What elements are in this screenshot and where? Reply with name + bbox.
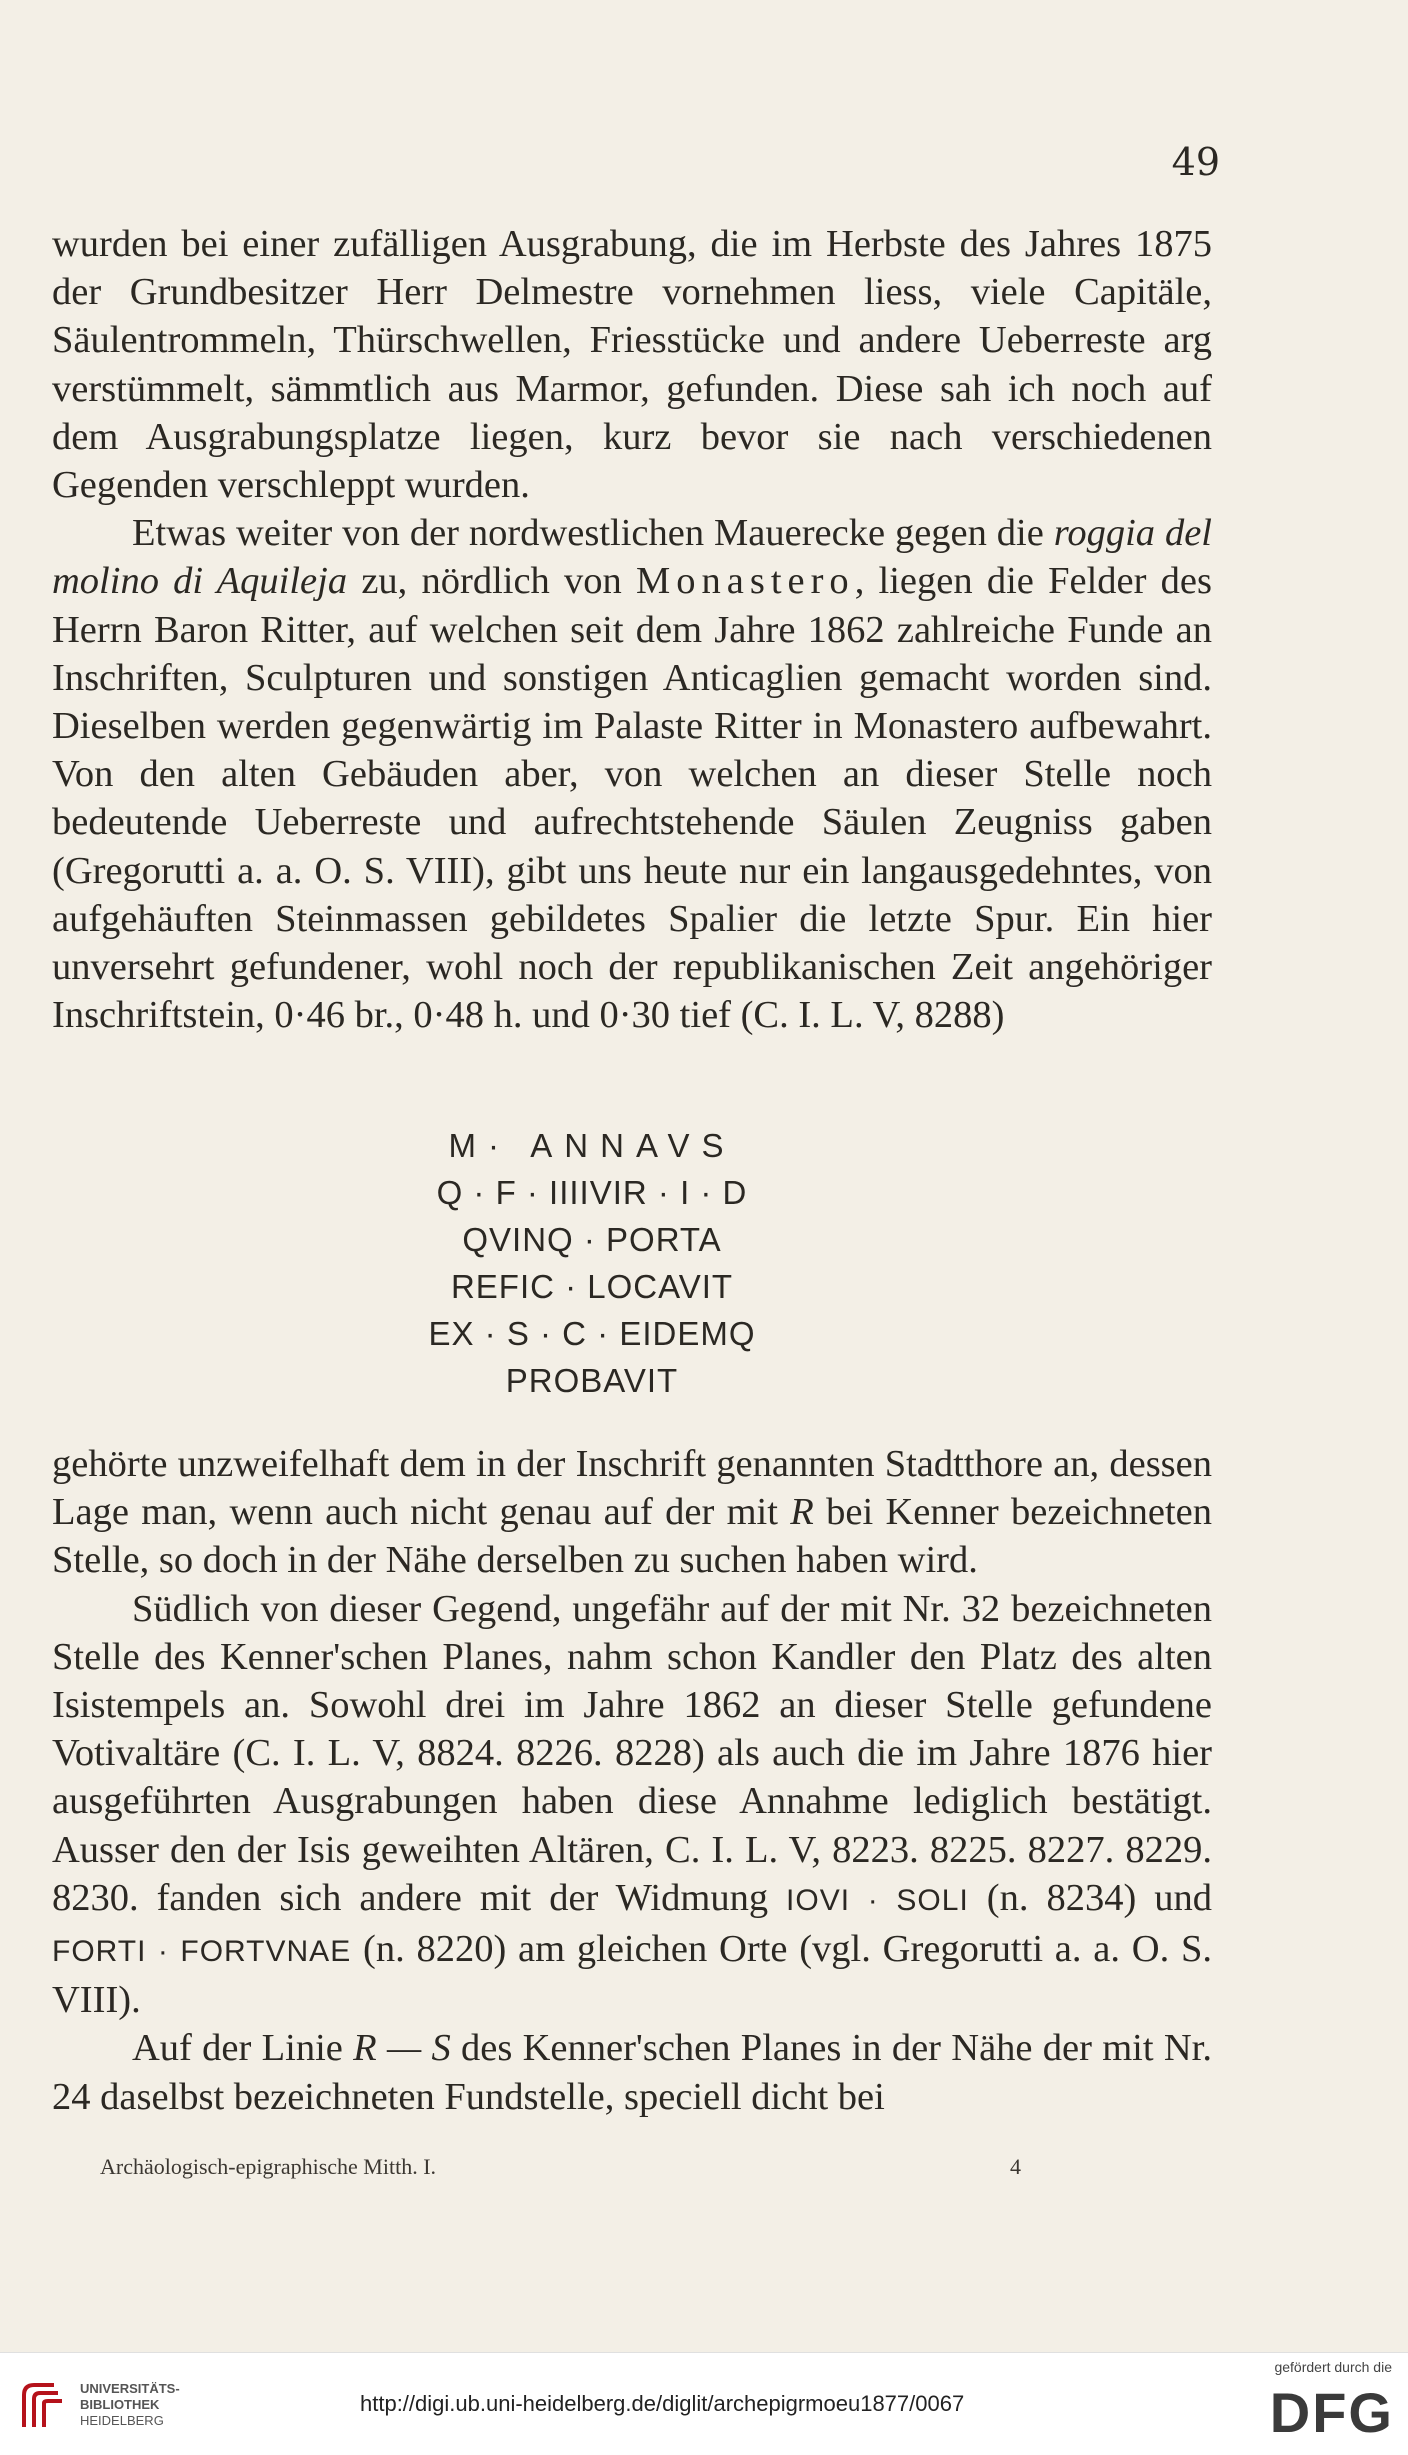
paragraph-2: Etwas weiter von der nordwestlichen Mauerecke gegen die roggia del molino di Aquileja zu, nördlich von Monastero, liegen die Felder des Herrn Baron Ritter, auf welchen seit dem Jahre 1862 zahlreiche Funde an Inschriften, Sculpturen und sonstigen Anticaglien gemacht worden sind. Dieselben werden gegenwärtig im Palaste Ritter in Monastero aufbewahrt. Von den alten Gebäuden aber, von welchen an dieser Stelle noch bedeutende Ueberreste und aufrechtstehende Säulen Zeugniss gaben (Gregorutti a. a. O. S. VIII), gibt uns heute nur ein langausgedehntes, von aufgehäuften Steinmassen gebildetes Spalier die letzte Spur. Ein hier unversehrt gefundener, wohl noch der republikanischen Zeit angehöriger Inschriftstein, 0·46 br., 0·48 h. und 0·30 tief (C. I. L. V, 8288) bbox=[52, 512, 1212, 1037]
dfg-logo[interactable]: DFG bbox=[1269, 2381, 1394, 2444]
funding-caption: gefördert durch die bbox=[1274, 2359, 1392, 2375]
university-name: UNIVERSITÄTS- BIBLIOTHEK HEIDELBERG bbox=[80, 2381, 180, 2428]
inscription-line: M· ANNAVS bbox=[448, 1127, 736, 1164]
inscription-line: REFIC · LOCAVIT bbox=[450, 1268, 734, 1305]
body-text-bottom bbox=[52, 1440, 1212, 2121]
page-number: 49 bbox=[1171, 140, 1220, 184]
dedication-caps: FORTI · FORTVNAE bbox=[52, 1935, 352, 1969]
running-title: Archäologisch-epigraphische Mitth. I. bbox=[100, 2154, 437, 2179]
inscription-line: QVINQ · PORTA bbox=[462, 1221, 722, 1258]
spaced-name: Monastero bbox=[636, 560, 855, 603]
paragraph-5: Auf der Linie R — S des Kenner'schen Planes in der Nähe der mit Nr. 24 daselbst bezeichneten Fundstelle, speciell dicht bei bbox=[52, 2027, 1212, 2118]
inscription-line: EX · S · C · EIDEMQ bbox=[428, 1315, 756, 1352]
inscription-block bbox=[392, 1122, 792, 1404]
paragraph-3: gehörte unzweifelhaft dem in der Inschrift genannten Stadtthore an, dessen Lage man, wenn auch nicht genau auf der mit R bei Kenner bezeichneten Stelle, so doch in der Nähe derselben zu suchen haben wird. bbox=[52, 1443, 1212, 1582]
inscription-line: PROBAVIT bbox=[505, 1362, 679, 1399]
page-footer bbox=[100, 2153, 1160, 2181]
university-seal-icon[interactable] bbox=[14, 2377, 74, 2437]
paragraph-4: Südlich von dieser Gegend, ungefähr auf der mit Nr. 32 bezeichneten Stelle des Kenner'schen Planes, nahm schon Kandler den Platz des alten Isistempels an. Sowohl drei im Jahre 1862 an dieser Stelle gefundene Votivaltäre (C. I. L. V, 8824. 8226. 8228) als auch die im Jahre 1876 hier ausgeführten Ausgrabungen haben diese Annahme lediglich bestätigt. Ausser den der Isis geweihten Altären, C. I. L. V, 8223. 8225. 8227. 8229. 8230. fanden sich andere mit der Widmung IOVI · SOLI (n. 8234) und FORTI · FORTVNAE (n. 8220) am gleichen Orte (vgl. Gregorutti a. a. O. S. VIII). bbox=[52, 1587, 1213, 2022]
dedication-caps: IOVI · SOLI bbox=[786, 1883, 969, 1917]
body-text-top bbox=[52, 220, 1212, 1039]
permalink-link[interactable]: http://digi.ub.uni-heidelberg.de/diglit/archepigrmoeu1877/0067 bbox=[360, 2391, 965, 2416]
inscription-line: Q · F · IIIIVIR · I · D bbox=[436, 1174, 748, 1211]
signature-mark: 4 bbox=[1010, 2154, 1021, 2179]
paragraph-1: wurden bei einer zufälligen Ausgrabung, die im Herbste des Jahres 1875 der Grundbesitzer Herr Delmestre vornehmen liess, viele Capitäle, Säulentrommeln, Thürschwellen, Friesstücke und andere Ueberreste arg verstümmelt, sämmtlich aus Marmor, gefunden. Diese sah ich noch auf dem Ausgrabungsplatze liegen, kurz bevor sie nach verschiedenen Gegenden verschleppt wurden. bbox=[52, 223, 1212, 507]
italic-place-name: roggia del molino di Aquileja bbox=[52, 512, 1212, 603]
digitization-bar bbox=[0, 2352, 1408, 2455]
